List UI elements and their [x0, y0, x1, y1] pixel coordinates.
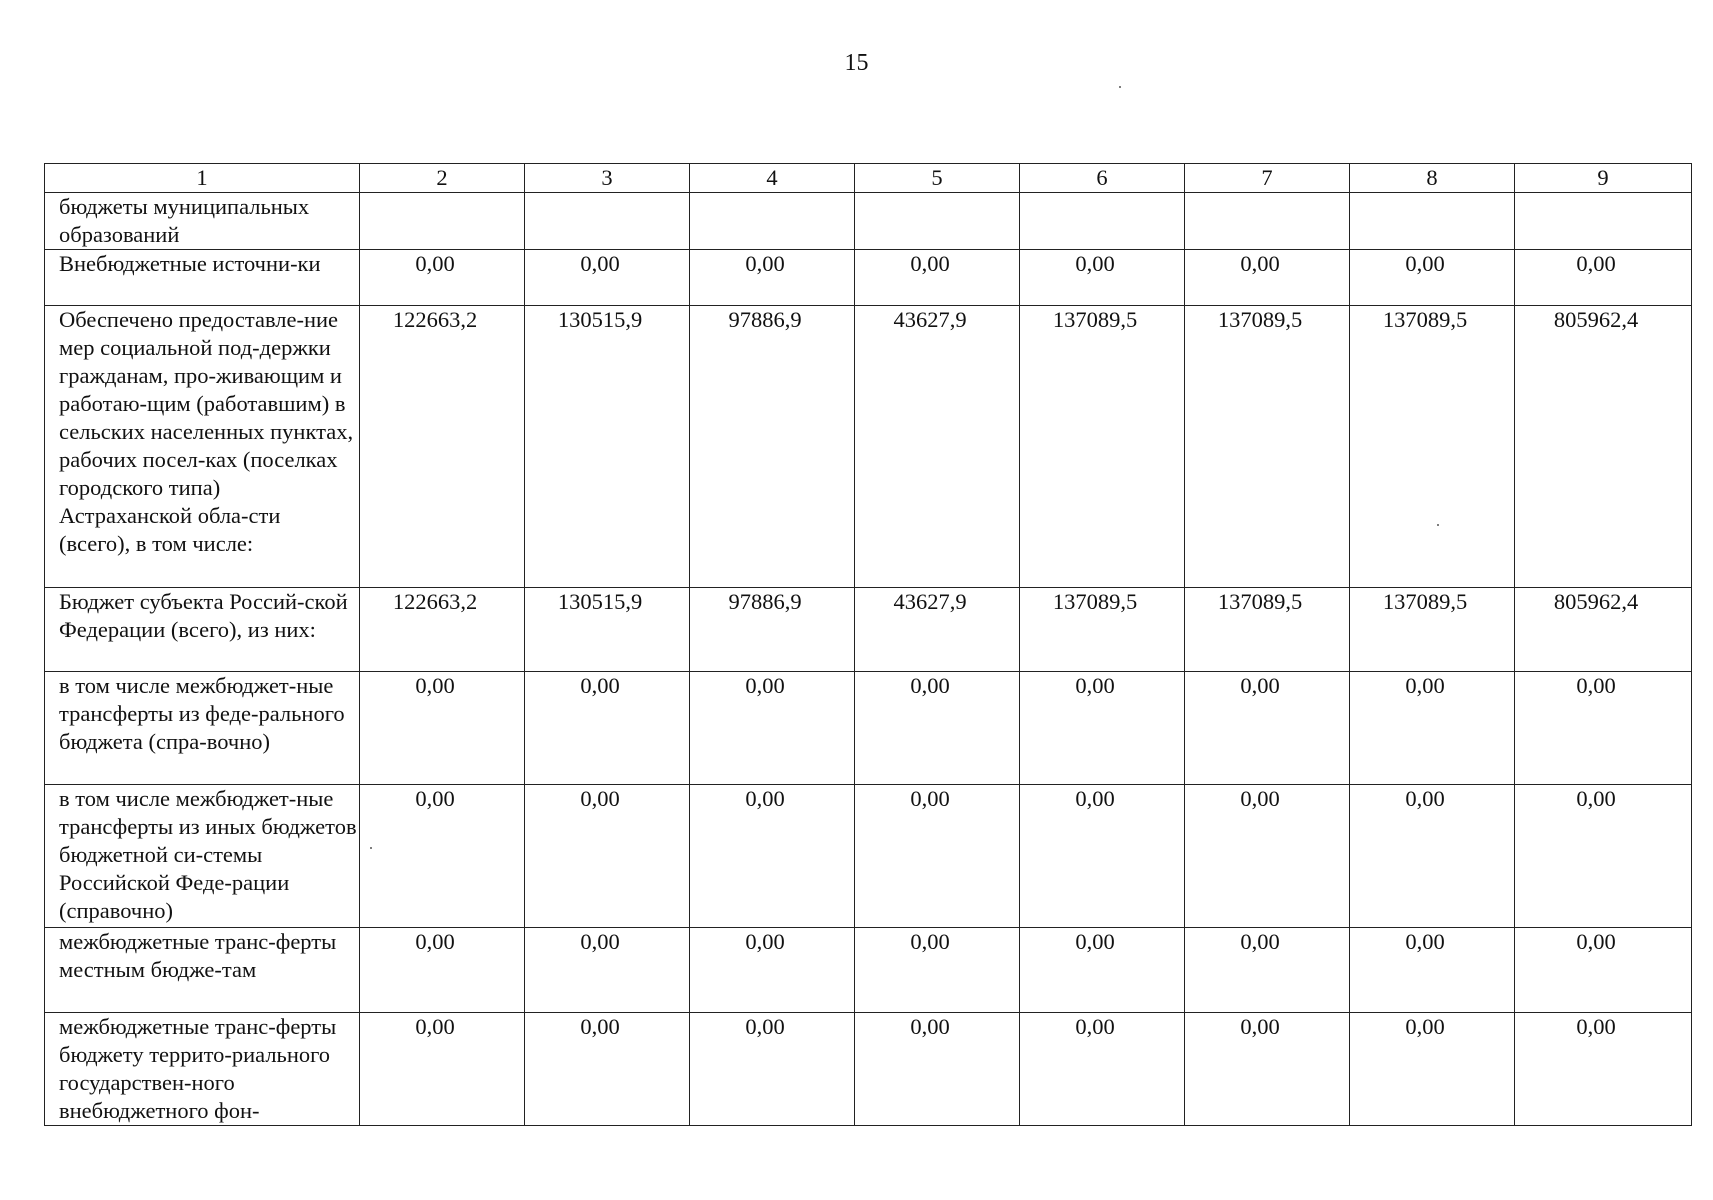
- table-cell: 0,00: [690, 785, 855, 928]
- budget-table: [44, 163, 1692, 1126]
- column-header: 7: [1185, 164, 1350, 193]
- table-cell: [1515, 193, 1692, 250]
- table-cell: 137089,5: [1020, 588, 1185, 672]
- column-header: 3: [525, 164, 690, 193]
- table-cell: 0,00: [525, 785, 690, 928]
- table-cell: 0,00: [525, 928, 690, 1013]
- table-row: [45, 250, 1692, 306]
- table-cell: 0,00: [855, 672, 1020, 785]
- table-cell: 0,00: [1350, 785, 1515, 928]
- table-cell: 137089,5: [1185, 306, 1350, 588]
- row-label: Обеспечено предоставле-ние мер социальной под-держки гражданам, про-живающим и работаю-щим (работавшим) в сельских населенных пунктах, рабочих посел-ках (поселках городского типа) Астраханской обла-сти (всего), в том числе:: [45, 306, 360, 588]
- table-cell: [690, 193, 855, 250]
- table-cell: 137089,5: [1185, 588, 1350, 672]
- table-cell: 0,00: [360, 785, 525, 928]
- table-cell: 0,00: [690, 1013, 855, 1126]
- table-cell: 0,00: [855, 785, 1020, 928]
- table-cell: 122663,2: [360, 306, 525, 588]
- column-header: 2: [360, 164, 525, 193]
- row-label: в том числе межбюджет-ные трансферты из феде-рального бюджета (спра-вочно): [45, 672, 360, 785]
- table-cell: 97886,9: [690, 588, 855, 672]
- table-cell: 43627,9: [855, 588, 1020, 672]
- row-label: в том числе межбюджет-ные трансферты из иных бюджетов бюджетной си-стемы Российской Феде-рации (справочно): [45, 785, 360, 928]
- column-header: 4: [690, 164, 855, 193]
- table-cell: [360, 193, 525, 250]
- table-cell: 0,00: [1515, 928, 1692, 1013]
- table-cell: 0,00: [1185, 250, 1350, 306]
- column-header: 8: [1350, 164, 1515, 193]
- table-row: [45, 1013, 1692, 1126]
- table-row: [45, 928, 1692, 1013]
- table-cell: 0,00: [1350, 928, 1515, 1013]
- table-cell: [855, 193, 1020, 250]
- table-cell: 137089,5: [1350, 588, 1515, 672]
- table-cell: 0,00: [855, 250, 1020, 306]
- table-cell: 0,00: [1515, 1013, 1692, 1126]
- table-cell: 0,00: [855, 928, 1020, 1013]
- table-cell: [1350, 193, 1515, 250]
- table-cell: 0,00: [1515, 785, 1692, 928]
- table-cell: 0,00: [525, 250, 690, 306]
- table-cell: 0,00: [1350, 1013, 1515, 1126]
- table-cell: 130515,9: [525, 306, 690, 588]
- table-cell: 97886,9: [690, 306, 855, 588]
- row-label: межбюджетные транс-ферты местным бюдже-там: [45, 928, 360, 1013]
- table-row: [45, 306, 1692, 588]
- scan-speck: [1119, 86, 1121, 88]
- table-cell: 0,00: [1350, 250, 1515, 306]
- table-cell: 0,00: [1185, 785, 1350, 928]
- table-cell: [1020, 193, 1185, 250]
- column-header: 9: [1515, 164, 1692, 193]
- table-cell: 0,00: [690, 928, 855, 1013]
- column-header: 5: [855, 164, 1020, 193]
- table-cell: 0,00: [1020, 928, 1185, 1013]
- table-cell: 0,00: [1185, 928, 1350, 1013]
- table-cell: 0,00: [360, 672, 525, 785]
- table-cell: 0,00: [1020, 672, 1185, 785]
- table-cell: 137089,5: [1350, 306, 1515, 588]
- column-header: 6: [1020, 164, 1185, 193]
- table-cell: 0,00: [360, 250, 525, 306]
- table-cell: 0,00: [1185, 1013, 1350, 1126]
- table-cell: 122663,2: [360, 588, 525, 672]
- table-row: [45, 672, 1692, 785]
- table-cell: [525, 193, 690, 250]
- table-cell: 130515,9: [525, 588, 690, 672]
- table-cell: 0,00: [525, 1013, 690, 1126]
- page-number: 15: [844, 50, 869, 76]
- column-header: 1: [45, 164, 360, 193]
- table-cell: 137089,5: [1020, 306, 1185, 588]
- table-cell: 0,00: [525, 672, 690, 785]
- row-label: межбюджетные транс-ферты бюджету террито-риального государствен-ного внебюджетного фон-: [45, 1013, 360, 1126]
- table-cell: 43627,9: [855, 306, 1020, 588]
- table-row: [45, 193, 1692, 250]
- table-cell: 0,00: [360, 928, 525, 1013]
- table-cell: 805962,4: [1515, 588, 1692, 672]
- table-cell: 0,00: [690, 672, 855, 785]
- table-cell: 0,00: [1515, 250, 1692, 306]
- table-cell: 0,00: [1515, 672, 1692, 785]
- table-cell: 0,00: [855, 1013, 1020, 1126]
- table-cell: 0,00: [1185, 672, 1350, 785]
- table-cell: 0,00: [1020, 250, 1185, 306]
- column-number-row: [45, 164, 1692, 193]
- row-label: Внебюджетные источни-ки: [45, 250, 360, 306]
- table-cell: 0,00: [1020, 785, 1185, 928]
- table-row: [45, 588, 1692, 672]
- table-cell: 805962,4: [1515, 306, 1692, 588]
- table-cell: 0,00: [1350, 672, 1515, 785]
- table-cell: 0,00: [1020, 1013, 1185, 1126]
- row-label: Бюджет субъекта Россий-ской Федерации (всего), из них:: [45, 588, 360, 672]
- table-cell: [1185, 193, 1350, 250]
- table-cell: 0,00: [690, 250, 855, 306]
- table-cell: 0,00: [360, 1013, 525, 1126]
- table-row: [45, 785, 1692, 928]
- row-label: бюджеты муниципальных образований: [45, 193, 360, 250]
